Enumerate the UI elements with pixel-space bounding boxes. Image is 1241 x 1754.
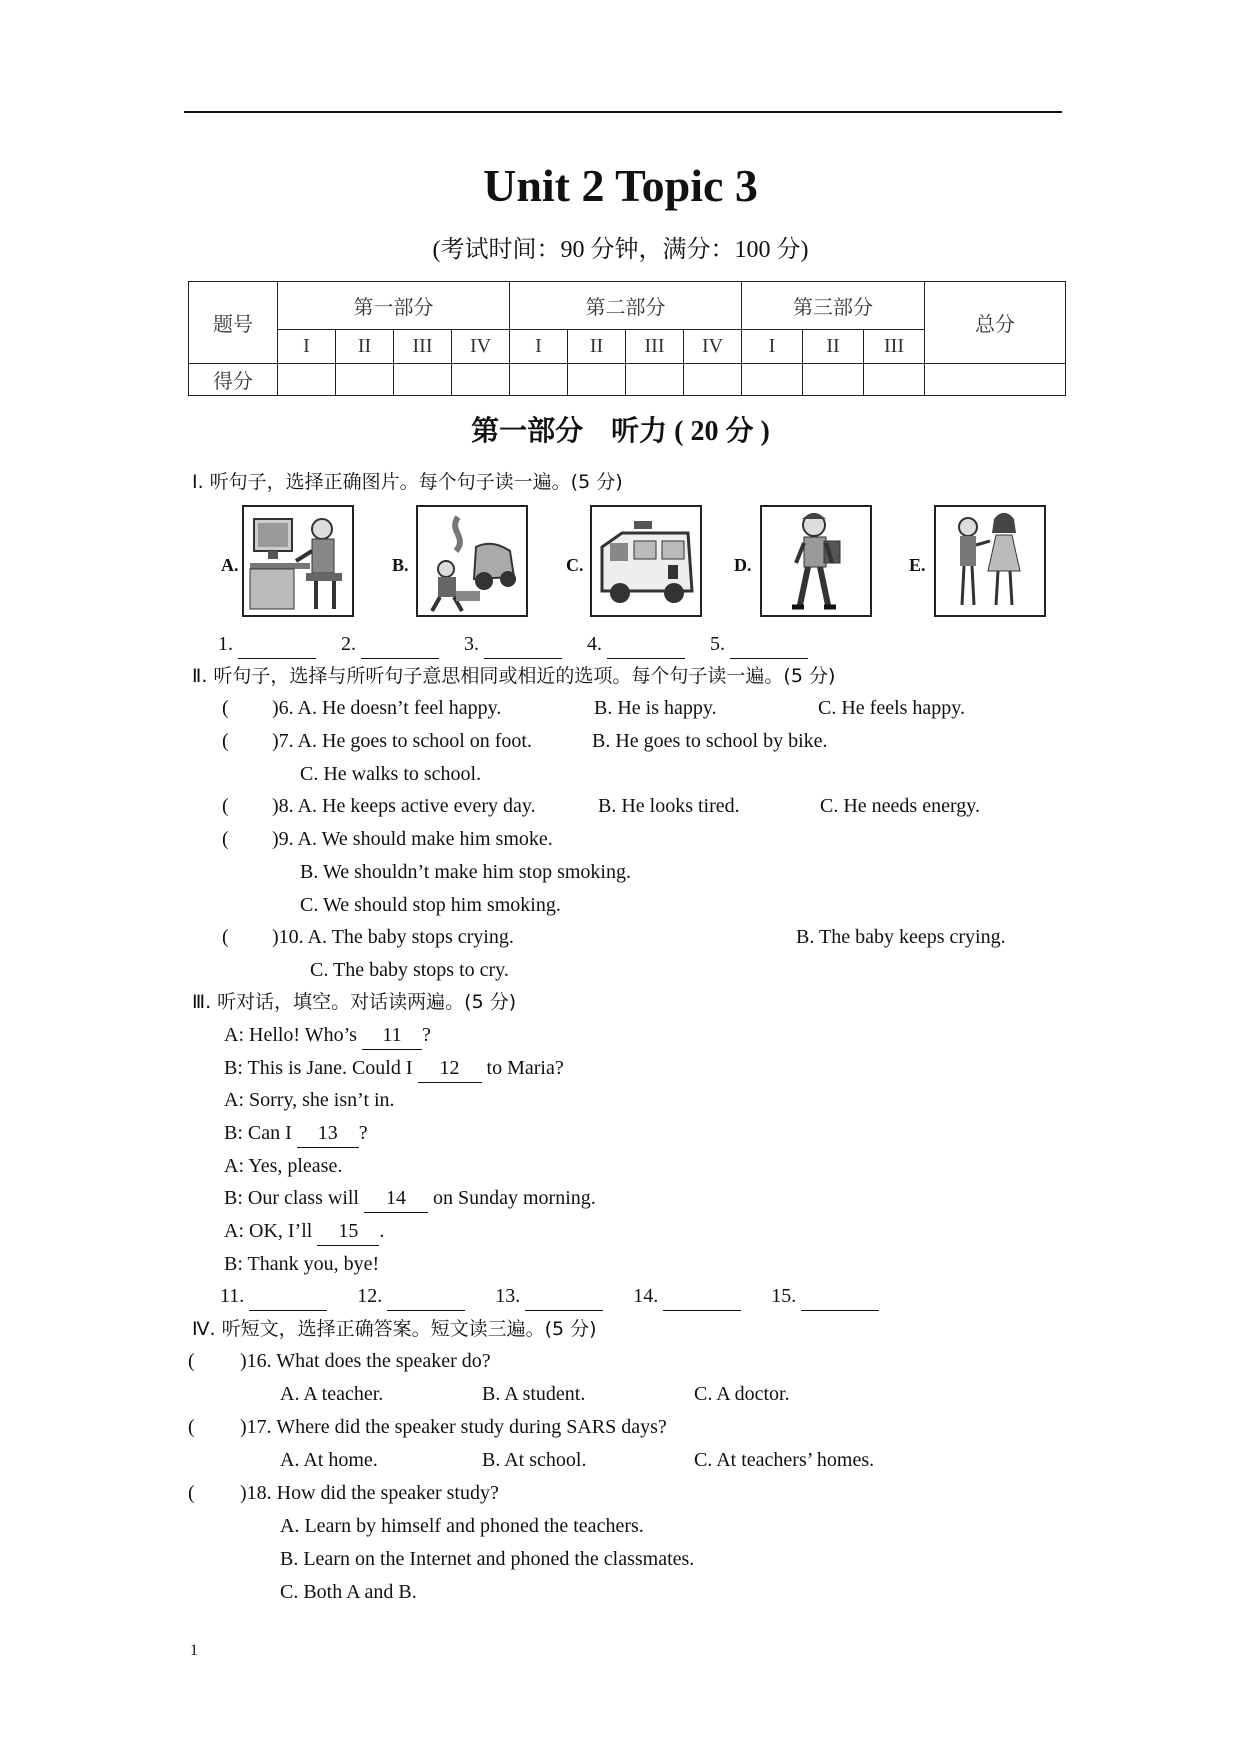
option-18a: A. Learn by himself and phoned the teachers. (280, 1515, 644, 1537)
option-6b: B. He is happy. (594, 697, 717, 719)
dialogue-blank[interactable]: 15 (317, 1217, 379, 1246)
dialogue-text: ? (358, 1122, 368, 1144)
question-17: )17. Where did the speaker study during SARS days? (240, 1416, 667, 1438)
score-cell (803, 364, 864, 396)
answer-blank[interactable] (525, 1282, 603, 1311)
question-8: )8. A. He keeps active every day. (272, 795, 536, 817)
option-9c: C. We should stop him smoking. (300, 894, 561, 916)
blank-label: 15. (771, 1285, 797, 1307)
part4-instruction: Ⅳ. 听短文，选择正确答案。短文读三遍。(5 分) (192, 1318, 597, 1340)
dialogue-line (224, 1054, 564, 1083)
option-17b: B. At school. (482, 1449, 587, 1471)
dialogue-text: B: This is Jane. Could I (224, 1057, 418, 1079)
score-table-sub: III (394, 330, 452, 364)
dialogue-line (224, 1184, 596, 1213)
score-cell (278, 364, 336, 396)
dialogue-text: ? (421, 1024, 431, 1046)
dialogue-text: . (379, 1220, 385, 1242)
score-cell (336, 364, 394, 396)
answer-blank[interactable] (361, 630, 439, 659)
page-number: 1 (190, 1642, 198, 1659)
part1-instruction: Ⅰ. 听句子，选择正确图片。每个句子读一遍。(5 分) (192, 471, 623, 493)
blank-label: 11. (220, 1285, 245, 1307)
answer-bracket[interactable]: ( (222, 730, 229, 752)
dialogue-blank[interactable]: 12 (418, 1054, 482, 1083)
option-7c: C. He walks to school. (300, 763, 482, 785)
dialogue-line (224, 1119, 368, 1148)
dialogue-blank[interactable]: 14 (364, 1184, 428, 1213)
dialogue-line: B: Thank you, bye! (224, 1253, 380, 1275)
score-cell (626, 364, 684, 396)
score-table-header-score: 得分 (189, 364, 278, 396)
answer-blank[interactable] (238, 630, 316, 659)
question-9: )9. A. We should make him smoke. (272, 828, 553, 850)
answer-bracket[interactable]: ( (188, 1350, 195, 1372)
dialogue-blank[interactable]: 13 (297, 1119, 359, 1148)
option-16c: C. A doctor. (694, 1383, 790, 1405)
score-table-sub: II (568, 330, 626, 364)
score-cell (510, 364, 568, 396)
question-6: )6. A. He doesn’t feel happy. (272, 697, 502, 719)
blank-label: 13. (495, 1285, 521, 1307)
blank-label: 2. (341, 633, 356, 655)
score-table-sub: I (510, 330, 568, 364)
answer-bracket[interactable]: ( (222, 828, 229, 850)
accident-icon (416, 505, 528, 617)
score-table-sub: I (278, 330, 336, 364)
dialogue-line: A: Yes, please. (224, 1155, 343, 1177)
score-table-sub: IV (684, 330, 742, 364)
option-7b: B. He goes to school by bike. (592, 730, 828, 752)
picture-label-b: B. (392, 555, 409, 575)
option-18b: B. Learn on the Internet and phoned the classmates. (280, 1548, 695, 1570)
score-cell (864, 364, 925, 396)
answer-blank[interactable] (801, 1282, 879, 1311)
score-table-sub: I (742, 330, 803, 364)
answer-blank[interactable] (484, 630, 562, 659)
dialogue-text: A: OK, I’ll (224, 1220, 318, 1242)
dialogue-line: A: Sorry, she isn’t in. (224, 1089, 395, 1111)
answer-blanks-11-15 (220, 1282, 879, 1311)
page-title: Unit 2 Topic 3 (483, 160, 758, 211)
score-table-sub: II (803, 330, 864, 364)
top-rule (184, 111, 1062, 113)
score-table-sub: II (336, 330, 394, 364)
answer-bracket[interactable]: ( (222, 697, 229, 719)
dialogue-blank[interactable]: 11 (362, 1021, 422, 1050)
interview-icon (934, 505, 1046, 617)
answer-bracket[interactable]: ( (188, 1482, 195, 1504)
option-10b: B. The baby keeps crying. (796, 926, 1006, 948)
dialogue-line (224, 1021, 431, 1050)
picture-label-d: D. (734, 555, 752, 575)
student-walking-icon (760, 505, 872, 617)
dialogue-text: to Maria? (481, 1057, 564, 1079)
computer-user-icon (242, 505, 354, 617)
score-table-total: 总分 (925, 282, 1066, 364)
dialogue-text: B: Can I (224, 1122, 297, 1144)
answer-blank[interactable] (730, 630, 808, 659)
answer-blank[interactable] (249, 1282, 327, 1311)
blank-label: 12. (357, 1285, 383, 1307)
ambulance-icon (590, 505, 702, 617)
question-7: )7. A. He goes to school on foot. (272, 730, 532, 752)
answer-blank[interactable] (387, 1282, 465, 1311)
score-cell-total (925, 364, 1066, 396)
score-table (188, 281, 1066, 396)
score-table-part-2: 第二部分 (510, 282, 742, 330)
question-10: )10. A. The baby stops crying. (272, 926, 514, 948)
picture-label-a: A. (221, 555, 239, 575)
score-cell (568, 364, 626, 396)
option-17a: A. At home. (280, 1449, 378, 1471)
score-cell (452, 364, 510, 396)
question-18: )18. How did the speaker study? (240, 1482, 499, 1504)
blank-label: 5. (710, 633, 725, 655)
option-10c: C. The baby stops to cry. (310, 959, 509, 981)
blank-label: 14. (633, 1285, 659, 1307)
score-table-sub: III (626, 330, 684, 364)
answer-bracket[interactable]: ( (222, 926, 229, 948)
picture-label-c: C. (566, 555, 584, 575)
option-6c: C. He feels happy. (818, 697, 965, 719)
option-18c: C. Both A and B. (280, 1581, 417, 1603)
score-table-header-number: 题号 (189, 282, 278, 364)
blank-label: 4. (587, 633, 602, 655)
score-cell (394, 364, 452, 396)
exam-info: (考试时间：90 分钟，满分：100 分) (432, 237, 809, 263)
score-table-sub: IV (452, 330, 510, 364)
part3-instruction: Ⅲ. 听对话，填空。对话读两遍。(5 分) (192, 991, 517, 1013)
dialogue-text: A: Hello! Who’s (224, 1024, 362, 1046)
answer-blanks-1-5 (218, 630, 808, 659)
picture-label-e: E. (909, 555, 926, 575)
option-17c: C. At teachers’ homes. (694, 1449, 875, 1471)
dialogue-line (224, 1217, 384, 1246)
section-title: 第一部分 听力 ( 20 分 ) (471, 416, 770, 447)
dialogue-text: on Sunday morning. (428, 1187, 596, 1209)
blank-label: 3. (464, 633, 479, 655)
answer-blank[interactable] (607, 630, 685, 659)
blank-label: 1. (218, 633, 233, 655)
part2-instruction: Ⅱ. 听句子，选择与所听句子意思相同或相近的选项。每个句子读一遍。(5 分) (192, 665, 836, 687)
dialogue-text: B: Our class will (224, 1187, 364, 1209)
score-cell (684, 364, 742, 396)
answer-blank[interactable] (663, 1282, 741, 1311)
option-9b: B. We shouldn’t make him stop smoking. (300, 861, 631, 883)
option-16b: B. A student. (482, 1383, 586, 1405)
question-16: )16. What does the speaker do? (240, 1350, 491, 1372)
answer-bracket[interactable]: ( (188, 1416, 195, 1438)
option-16a: A. A teacher. (280, 1383, 384, 1405)
option-8c: C. He needs energy. (820, 795, 980, 817)
answer-bracket[interactable]: ( (222, 795, 229, 817)
score-cell (742, 364, 803, 396)
option-8b: B. He looks tired. (598, 795, 740, 817)
score-table-part-3: 第三部分 (742, 282, 925, 330)
score-table-sub: III (864, 330, 925, 364)
score-table-part-1: 第一部分 (278, 282, 510, 330)
